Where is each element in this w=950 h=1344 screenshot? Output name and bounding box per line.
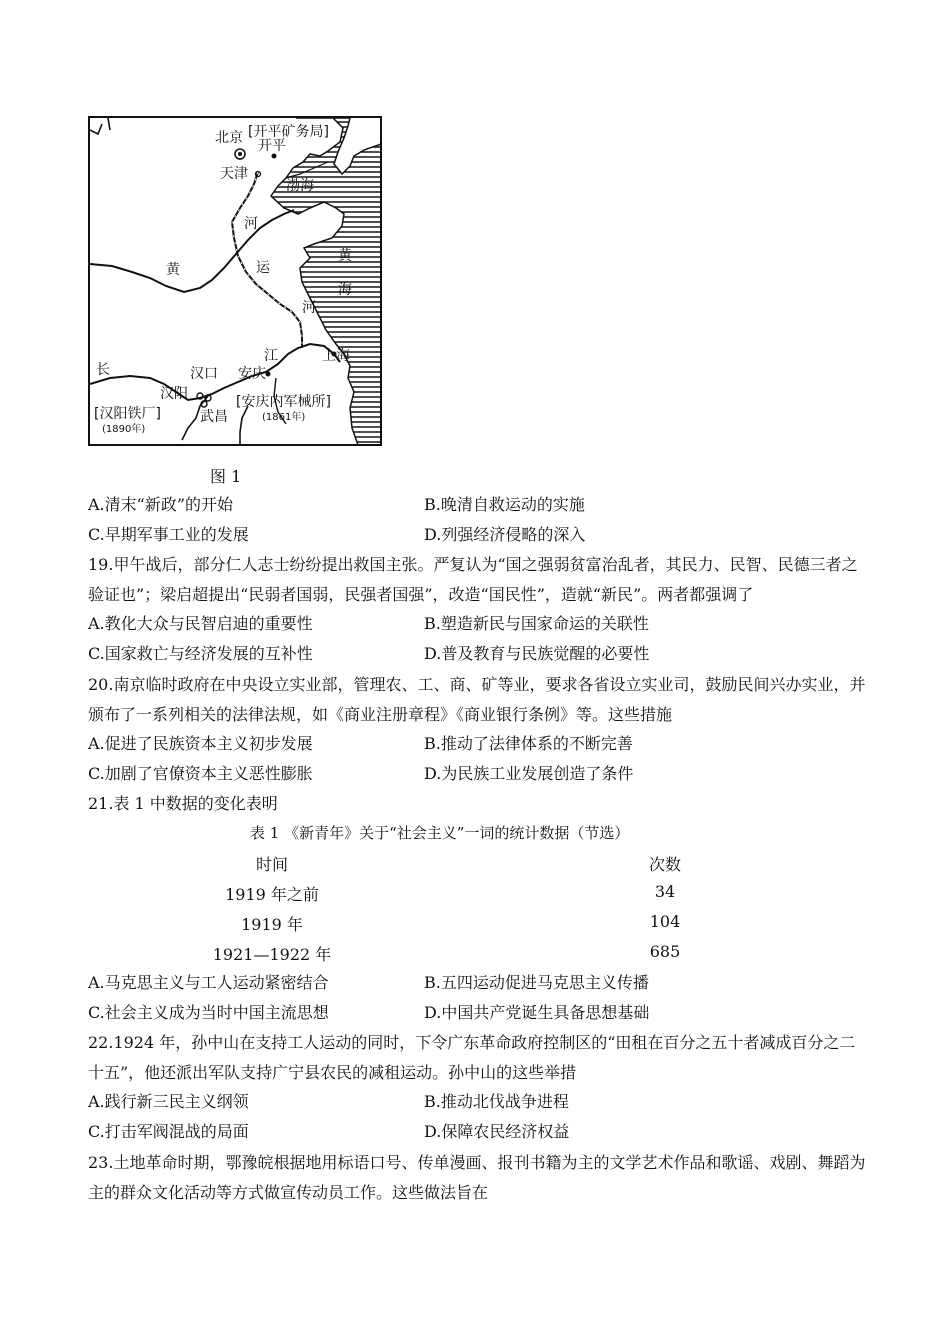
q21-option-b[interactable]: B.五四运动促进马克思主义传播 [424, 973, 649, 992]
q19-option-a[interactable]: A.教化大众与民智启迪的重要性 [88, 614, 313, 633]
label-he-1: 河 [244, 216, 258, 232]
q20-option-b[interactable]: B.推动了法律体系的不断完善 [424, 734, 633, 753]
q18-option-d[interactable]: D.列强经济侵略的深入 [424, 525, 586, 544]
q18-options-row-1 [88, 491, 888, 519]
label-hanyang: 汉阳 [160, 386, 188, 402]
table-cell-time: 1919 年 [241, 915, 303, 934]
yellow-river [90, 210, 294, 292]
label-chang: 长 [96, 362, 110, 378]
label-huang-sea-1: 黄 [338, 248, 352, 264]
q22-option-a[interactable]: A.践行新三民主义纲领 [88, 1092, 249, 1111]
label-jiang: 江 [264, 348, 278, 364]
label-kaiping: 开平 [258, 138, 286, 154]
q19-options-row-2 [88, 640, 888, 668]
table-header-time: 时间 [255, 855, 288, 874]
q19-option-d[interactable]: D.普及教育与民族觉醒的必要性 [424, 644, 650, 663]
q22-options-row-1 [88, 1088, 888, 1116]
label-hanyang-iron: [汉阳铁厂] [94, 406, 161, 422]
q23-stem: 23.土地革命时期，鄂豫皖根据地用标语口号、传单漫画、报刊书籍为主的文学艺术作品和歌谣、戏剧、舞蹈为主的群众文化活动等方式做宣传动员工作。这些做法旨在 [88, 1153, 866, 1202]
table-cell-time: 1921—1922 年 [212, 945, 332, 964]
label-kaiping-bureau: [开平矿务局] [248, 124, 329, 140]
q20-option-d[interactable]: D.为民族工业发展创造了条件 [424, 764, 634, 783]
label-hankou: 汉口 [190, 366, 218, 382]
table-cell-count: 685 [649, 942, 681, 961]
anqing-marker [266, 372, 271, 377]
table-1-title: 表 1 《新青年》关于“社会主义”一词的统计数据（节选） [250, 824, 630, 842]
q21-options-row-1 [88, 969, 888, 997]
table-header-count: 次数 [648, 855, 681, 874]
table-cell-time: 1919 年之前 [225, 885, 319, 904]
q19-options-row-1 [88, 610, 888, 638]
label-huang-river: 黄 [166, 262, 180, 278]
q21-option-c[interactable]: C.社会主义成为当时中国主流思想 [88, 1003, 329, 1022]
table-cell-count: 104 [649, 912, 681, 931]
label-shanghai: 上海 [322, 348, 350, 364]
label-he-2: 河 [302, 300, 316, 316]
q18-option-c[interactable]: C.早期军事工业的发展 [88, 525, 249, 544]
kaiping-marker [272, 154, 277, 159]
q20-option-c[interactable]: C.加剧了官僚资本主义恶性膨胀 [88, 764, 313, 783]
q22-stem: 22.1924 年，孙中山在支持工人运动的同时，下令广东革命政府控制区的“田租在百分之五十者减成百分之二十五”，他还派出军队支持广宁县农民的减租运动。孙中山的这些举措 [88, 1033, 856, 1082]
label-yun: 运 [256, 260, 270, 276]
label-anqing-arsenal: [安庆内军械所] [236, 394, 331, 410]
label-huang-sea-2: 海 [338, 282, 352, 298]
q20-options-row-2 [88, 760, 888, 788]
q19-stem: 19.甲午战后，部分仁人志士纷纷提出救国主张。严复认为“国之强弱贫富治乱者，其民力、民智、民德三者之验证也”；梁启超提出“民弱者国弱，民强者国强”，改造“国民性”，造就“新民”。两者都强调了 [88, 555, 858, 604]
q21-stem: 21.表 1 中数据的变化表明 [88, 794, 278, 813]
q21-option-d[interactable]: D.中国共产党诞生具备思想基础 [424, 1003, 650, 1022]
q22-options-row-2 [88, 1118, 888, 1146]
q18-option-b[interactable]: B.晚清自救运动的实施 [424, 495, 585, 514]
q22-option-d[interactable]: D.保障农民经济权益 [424, 1122, 570, 1141]
label-tianjin: 天津 [220, 166, 248, 182]
q22-option-c[interactable]: C.打击军阀混战的局面 [88, 1122, 249, 1141]
q20-stem: 20.南京临时政府在中央设立实业部，管理农、工、商、矿等业，要求各省设立实业司，鼓励民间兴办实业，并颁布了一系列相关的法律法规，如《商业注册章程》《商业银行条例》等。这些措施 [88, 675, 866, 724]
q18-option-a[interactable]: A.清末“新政”的开始 [88, 495, 234, 514]
figure-caption: 图 1 [210, 467, 242, 486]
q18-options-row-2 [88, 521, 888, 549]
label-wuchang: 武昌 [200, 409, 228, 425]
q20-option-a[interactable]: A.促进了民族资本主义初步发展 [88, 734, 313, 753]
q20-options-row-1 [88, 730, 888, 758]
label-beijing: 北京 [215, 130, 243, 146]
q21-option-a[interactable]: A.马克思主义与工人运动紧密结合 [88, 973, 329, 992]
map-svg [88, 116, 383, 447]
label-anqing: 安庆 [238, 366, 266, 382]
map-figure [88, 116, 383, 447]
q19-option-c[interactable]: C.国家救亡与经济发展的互补性 [88, 644, 313, 663]
table-cell-count: 34 [654, 882, 676, 901]
q19-option-b[interactable]: B.塑造新民与国家命运的关联性 [424, 614, 649, 633]
q22-option-b[interactable]: B.推动北伐战争进程 [424, 1092, 569, 1111]
label-anqing-year: (1861年) [262, 412, 306, 423]
label-bohai: 渤海 [286, 178, 314, 194]
label-hanyang-year: (1890年) [102, 424, 146, 435]
q21-options-row-2 [88, 999, 888, 1027]
